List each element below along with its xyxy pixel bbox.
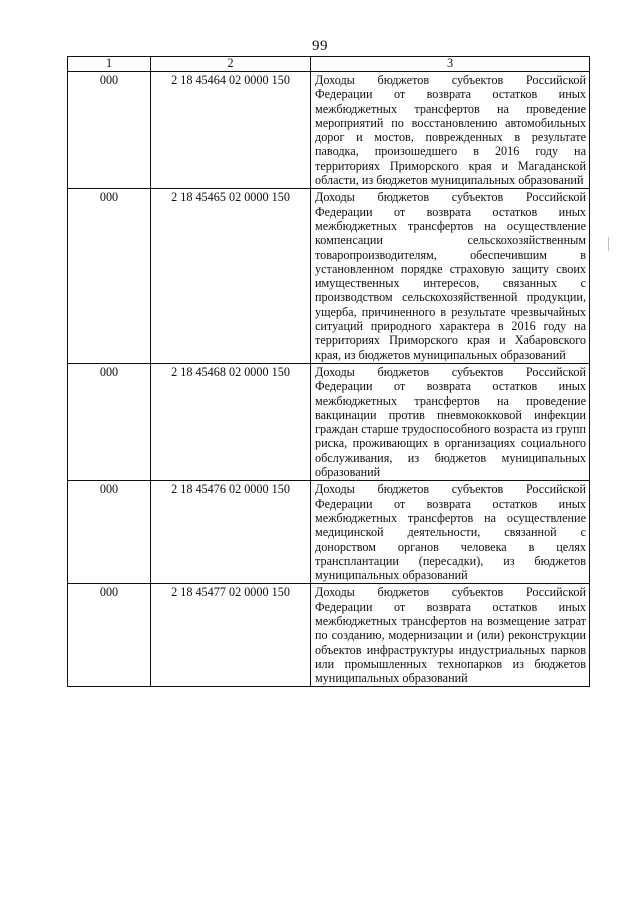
admin-code-cell: 000 [68, 363, 151, 480]
admin-code-cell: 000 [68, 481, 151, 584]
table-row [68, 584, 590, 687]
description-cell: Доходы бюджетов субъектов Российской Федерации от возврата остатков иных межбюджетных трансфертов на возмещение затрат по созданию, модернизации и (или) реконструкции объектов инфраструктуры индустриальных парков или промышленных технопарков из бюджетов муниципальных образований [311, 584, 590, 687]
budget-code-cell: 2 18 45477 02 0000 150 [151, 584, 311, 687]
admin-code-cell: 000 [68, 72, 151, 189]
budget-code-cell: 2 18 45468 02 0000 150 [151, 363, 311, 480]
description-cell: Доходы бюджетов субъектов Российской Федерации от возврата остатков иных межбюджетных трансфертов на проведение вакцинации против пневмококковой инфекции граждан старше трудоспособного возраста из групп риска, проживающих в организациях социального обслуживания, из бюджетов муниципальных образований [311, 363, 590, 480]
table-row [68, 481, 590, 584]
column-header-1: 1 [68, 57, 151, 72]
description-cell: Доходы бюджетов субъектов Российской Федерации от возврата остатков иных межбюджетных трансфертов на осуществление компенсации сельскохозяйственным товаропроизводителям, обеспечившим в установленном порядке страховую защиту своих имущественных интересов, связанных с производством сельскохозяйственной продукции, ущерба, причиненного в результате чрезвычайных ситуаций природного характера в 2016 году на территориях Приморского края и Хабаровского края, из бюджетов муниципальных образований [311, 189, 590, 364]
description-cell: Доходы бюджетов субъектов Российской Федерации от возврата остатков иных межбюджетных трансфертов на проведение мероприятий по восстановлению автомобильных дорог и мостов, поврежденных в результате паводка, произошедшего в 2016 году на территориях Приморского края и Магаданской области, из бюджетов муниципальных образований [311, 72, 590, 189]
budget-classification-table [67, 56, 590, 687]
table-row [68, 72, 590, 189]
column-header-3: 3 [311, 57, 590, 72]
admin-code-cell: 000 [68, 189, 151, 364]
description-cell: Доходы бюджетов субъектов Российской Федерации от возврата остатков иных межбюджетных трансфертов на осуществление медицинской деятельности, связанной с донорством органов человека в целях трансплантации (пересадки), из бюджетов муниципальных образований [311, 481, 590, 584]
table-header-row [68, 57, 590, 72]
budget-code-cell: 2 18 45476 02 0000 150 [151, 481, 311, 584]
column-header-2: 2 [151, 57, 311, 72]
admin-code-cell: 000 [68, 584, 151, 687]
budget-code-cell: 2 18 45464 02 0000 150 [151, 72, 311, 189]
page-number: 99 [312, 38, 328, 54]
margin-mark [608, 237, 609, 251]
table-row [68, 189, 590, 364]
budget-code-cell: 2 18 45465 02 0000 150 [151, 189, 311, 364]
table-row [68, 363, 590, 480]
